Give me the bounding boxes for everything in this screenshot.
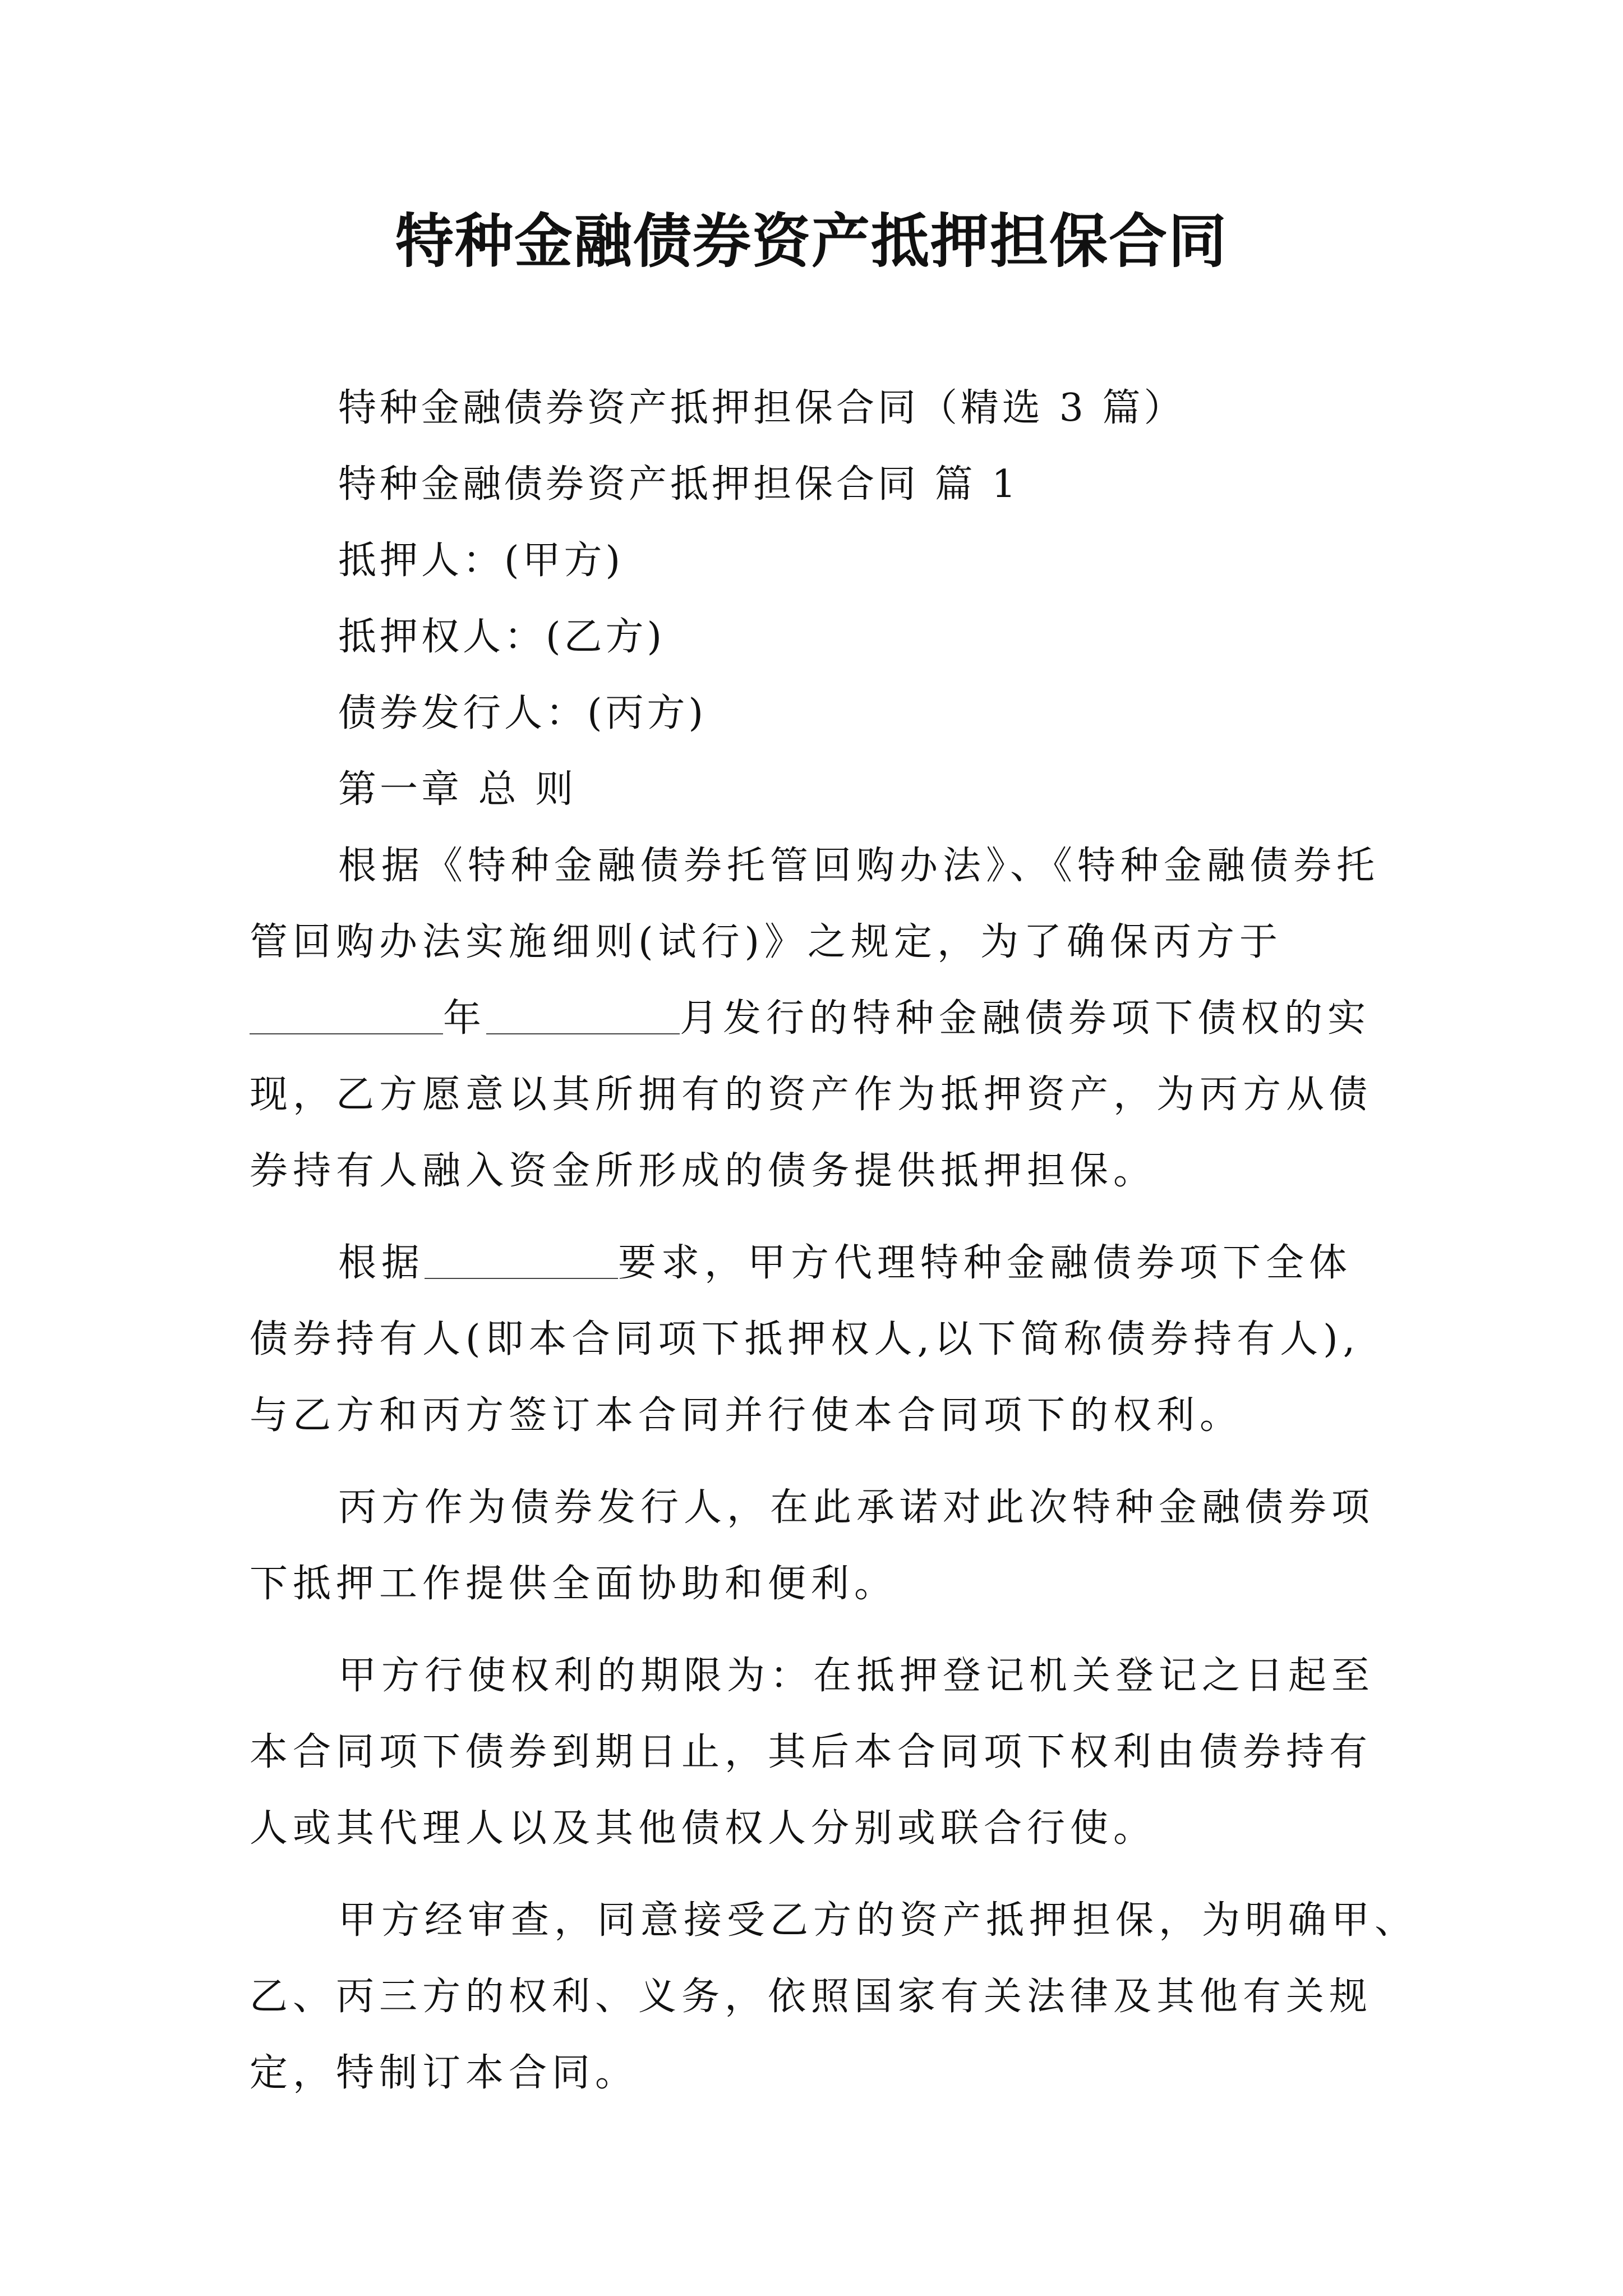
paragraph-line: 与乙方和丙方签订本合同并行使本合同项下的权利。 — [250, 1393, 1243, 1438]
paragraph-line: 券持有人融入资金所形成的债务提供抵押担保。 — [250, 1149, 1157, 1193]
paragraph-line: 丙方作为债券发行人，在此承诺对此次特种金融债券项 — [338, 1485, 1375, 1530]
paragraph-3 — [250, 1470, 1394, 1622]
paragraph-line: 乙、丙三方的权利、义务，依照国家有关法律及其他有关规 — [250, 1975, 1373, 2019]
paragraph-gap — [250, 1209, 1394, 1225]
party-mortgagor: 抵押人：(甲方) — [338, 539, 624, 583]
blank-year-field — [250, 1000, 443, 1034]
paragraph-5 — [250, 1883, 1418, 2111]
paragraph-gap — [250, 1454, 1394, 1470]
paragraph-line: 现，乙方愿意以其所拥有的资产作为抵押资产，为丙方从债 — [250, 1073, 1373, 1117]
party-issuer: 债券发行人：(丙方) — [338, 691, 707, 735]
paragraph-line: 甲方行使权利的期限为：在抵押登记机关登记之日起至 — [338, 1654, 1375, 1698]
year-label: 年 — [443, 996, 487, 1041]
paragraph-line: 根据《特种金融债券托管回购办法》、《特种金融债券托 — [338, 844, 1380, 888]
paragraph-line: 人或其代理人以及其他债权人分别或联合行使。 — [250, 1806, 1157, 1851]
paragraph-line: 下抵押工作提供全面协助和便利。 — [250, 1562, 898, 1606]
paragraph-line — [250, 1225, 1394, 1301]
blank-month-field — [486, 1000, 680, 1034]
document-subtitle: 特种金融债券资产抵押担保合同（精选 3 篇） — [338, 386, 1186, 430]
document-title: 特种金融债券资产抵押担保合同 — [395, 207, 1228, 275]
paragraph-text: 根据 — [338, 1241, 425, 1285]
paragraph-line: 甲方经审查，同意接受乙方的资产抵押担保，为明确甲、 — [338, 1898, 1418, 1943]
document-body — [250, 370, 1418, 2111]
blank-requirement-field — [425, 1244, 618, 1279]
paragraph-line: 债券持有人(即本合同项下抵押权人,以下简称债券持有人), — [250, 1317, 1361, 1361]
paragraph-line: 管回购办法实施细则(试行)》之规定，为了确保丙方于 — [250, 920, 1283, 964]
paragraph-line: 定，特制订本合同。 — [250, 2051, 639, 2095]
section-heading: 特种金融债券资产抵押担保合同 篇 1 — [338, 462, 1020, 507]
party-mortgagee: 抵押权人：(乙方) — [338, 615, 666, 659]
paragraph-line — [250, 981, 1394, 1057]
chapter-heading: 第一章 总 则 — [338, 767, 577, 812]
paragraph-gap — [250, 1622, 1394, 1638]
paragraph-2 — [250, 1225, 1394, 1454]
paragraph-gap — [250, 1867, 1394, 1883]
paragraph-4 — [250, 1638, 1394, 1867]
paragraph-line: 本合同项下债券到期日止，其后本合同项下权利由债券持有 — [250, 1730, 1373, 1774]
paragraph-text: 要求，甲方代理特种金融债券项下全体 — [618, 1241, 1353, 1285]
paragraph-text: 月发行的特种金融债券项下债权的实 — [680, 996, 1371, 1041]
paragraph-1 — [250, 828, 1394, 1209]
